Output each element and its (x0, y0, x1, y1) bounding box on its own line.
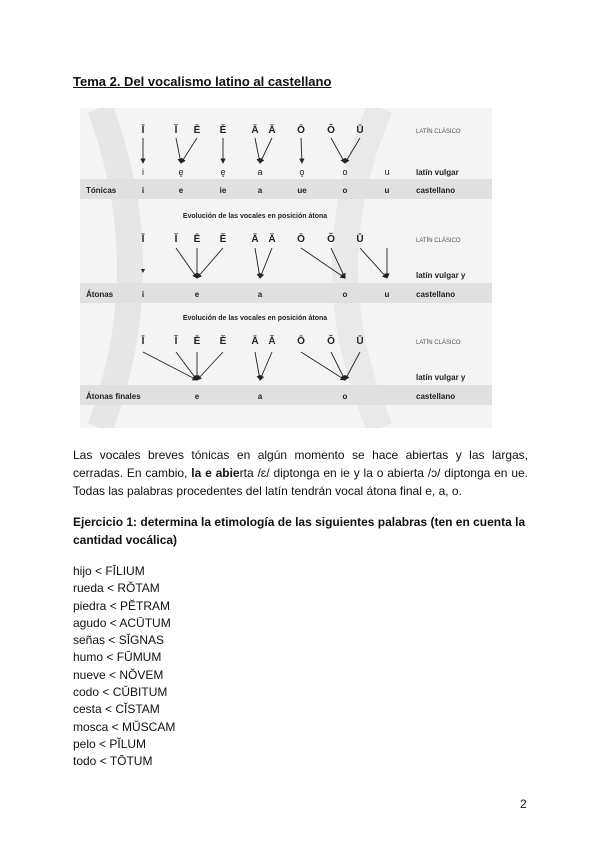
evolution-arrow (255, 352, 260, 380)
castilian-vowel: o (342, 186, 348, 195)
evolution-arrow (176, 138, 181, 163)
word-list-item: agudo < ACŪTUM (73, 615, 171, 630)
latin-vowel: Ē (193, 336, 201, 347)
word-list-item: hijo < FĪLIUM (73, 564, 145, 578)
exercise-title: Ejercicio 1: determina la etimología de las siguientes palabras (ten en cuenta la cantidad vocálica) (73, 515, 526, 547)
latin-vowel: Ĭ (174, 234, 178, 245)
latin-vowel: Ā (251, 234, 259, 245)
word-list-item: codo < CŬBITUM (73, 685, 168, 700)
evolution-arrow (197, 352, 223, 380)
vulgar-vowel: i (142, 167, 144, 177)
latin-classic-label: LATÍN CLÁSICO (416, 129, 461, 135)
latin-vowel: Ă (268, 234, 276, 245)
castellano-label: castellano (416, 392, 456, 401)
castilian-vowel: a (257, 392, 263, 401)
castilian-vowel: u (384, 186, 390, 195)
castilian-vowel: o (342, 290, 348, 299)
vulgar-vowel: o (342, 167, 348, 177)
latin-vulgar-label: latín vulgar (416, 168, 459, 177)
evolution-arrow (331, 138, 345, 163)
vowel-evolution-diagram (80, 108, 492, 428)
vulgar-vowel: u (384, 167, 390, 177)
latin-vowel: Ō (297, 336, 305, 347)
evolution-arrow (260, 248, 272, 278)
evolution-arrow (181, 138, 197, 163)
latin-vowel: Ō (297, 125, 305, 136)
latin-vowel: Ū (356, 234, 364, 245)
word-list-item: humo < FŪMUM (73, 650, 162, 665)
castilian-vowel: a (257, 186, 263, 195)
latin-vowel: Ō (297, 234, 305, 245)
evolution-arrow (301, 138, 302, 163)
evolution-arrow (255, 248, 260, 278)
watermark-arc (342, 108, 380, 428)
latin-vowel: Ĭ (174, 125, 178, 136)
castellano-label: castellano (416, 186, 456, 195)
latin-vowel: Ă (268, 336, 276, 347)
explanation-paragraph (73, 446, 528, 500)
word-list-item: todo < TŌTUM (73, 754, 153, 769)
latin-vowel: Ĭ (174, 336, 178, 347)
latin-vowel: Ĕ (219, 336, 227, 347)
castilian-vowel: e (178, 186, 184, 195)
latin-vowel: Ā (251, 125, 259, 136)
latin-vowel: Ŏ (327, 234, 335, 245)
latin-vowel: Ā (251, 336, 259, 347)
castilian-vowel: ue (297, 186, 307, 195)
evolution-arrow (260, 352, 272, 380)
word-list-item: rueda < RŎTAM (73, 581, 160, 596)
section-heading: Evolución de las vocales en posición átona (182, 315, 328, 322)
paragraph-bold: la e abie (191, 466, 240, 480)
evolution-arrow (197, 248, 223, 278)
latin-vowel: Ū (356, 336, 364, 347)
castilian-vowel: i (141, 290, 145, 299)
row-label: Tónicas (86, 186, 117, 195)
castilian-vowel: o (342, 392, 348, 401)
latin-vowel: Ī (141, 125, 145, 136)
latin-vulgar-label: latín vulgar y (416, 271, 466, 280)
row-label: Átonas (86, 290, 114, 299)
vulgar-vowel: ę (220, 167, 226, 177)
latin-vowel: Ē (193, 125, 201, 136)
evolution-arrow (176, 248, 197, 278)
latin-vowel: Ă (268, 125, 276, 136)
evolution-arrow (255, 138, 260, 163)
latin-vowel: Ē (193, 234, 201, 245)
page-title: Tema 2. Del vocalismo latino al castellano (73, 74, 332, 89)
evolution-arrow (360, 248, 387, 278)
word-list-item: mosca < MŬSCAM (73, 719, 176, 734)
latin-vulgar-label: latín vulgar y (416, 373, 466, 382)
vulgar-vowel: ǫ (299, 167, 305, 177)
evolution-arrow (143, 352, 197, 380)
latin-vowel: Ī (141, 234, 145, 245)
word-list-item: nueve < NŎVEM (73, 667, 164, 682)
castilian-vowel: ie (219, 186, 227, 195)
word-list-item: señas < SĬGNAS (73, 633, 165, 648)
section-heading: Evolución de las vocales en posición átona (182, 213, 328, 220)
word-list-item: piedra < PĔTRAM (73, 598, 171, 613)
latin-vowel: Ŏ (327, 336, 335, 347)
paragraph-part-2: rta /ɛ/ diptonga en ie y la o abierta /ɔ/ diptonga en ue. Todas las palabras procedentes del latín tendrán vocal átona final e, a, o. (73, 466, 528, 498)
page-number: 2 (520, 797, 527, 811)
latin-vowel: Ī (141, 336, 145, 347)
word-list (73, 563, 175, 771)
word-list-item: pelo < PĬLUM (73, 736, 147, 751)
latin-classic-label: LATÍN CLÁSICO (416, 238, 461, 244)
word-list-item: cesta < CĬSTAM (73, 702, 160, 717)
evolution-arrow (176, 352, 197, 380)
castellano-label: castellano (416, 290, 456, 299)
evolution-arrow (260, 138, 272, 163)
latin-classic-label: LATÍN CLÁSICO (416, 340, 461, 346)
castilian-vowel: e (194, 392, 200, 401)
latin-vowel: Ū (356, 125, 364, 136)
vowel-evolution-figure (80, 108, 492, 428)
watermark-arc (100, 108, 130, 428)
latin-vowel: Ĕ (219, 234, 227, 245)
paragraph-part-1: Las vocales breves tónicas en algún momento se hace abiertas y las largas, cerradas. En cambio, (73, 448, 528, 480)
latin-vowel: Ŏ (327, 125, 335, 136)
vulgar-vowel: ę (178, 167, 184, 177)
row-label: Átonas finales (86, 392, 141, 401)
vulgar-vowel: a (257, 167, 263, 177)
latin-vowel: Ĕ (219, 125, 227, 136)
castilian-vowel: i (141, 186, 145, 195)
castilian-vowel: a (257, 290, 263, 299)
castilian-vowel: u (384, 290, 390, 299)
castilian-vowel: e (194, 290, 200, 299)
